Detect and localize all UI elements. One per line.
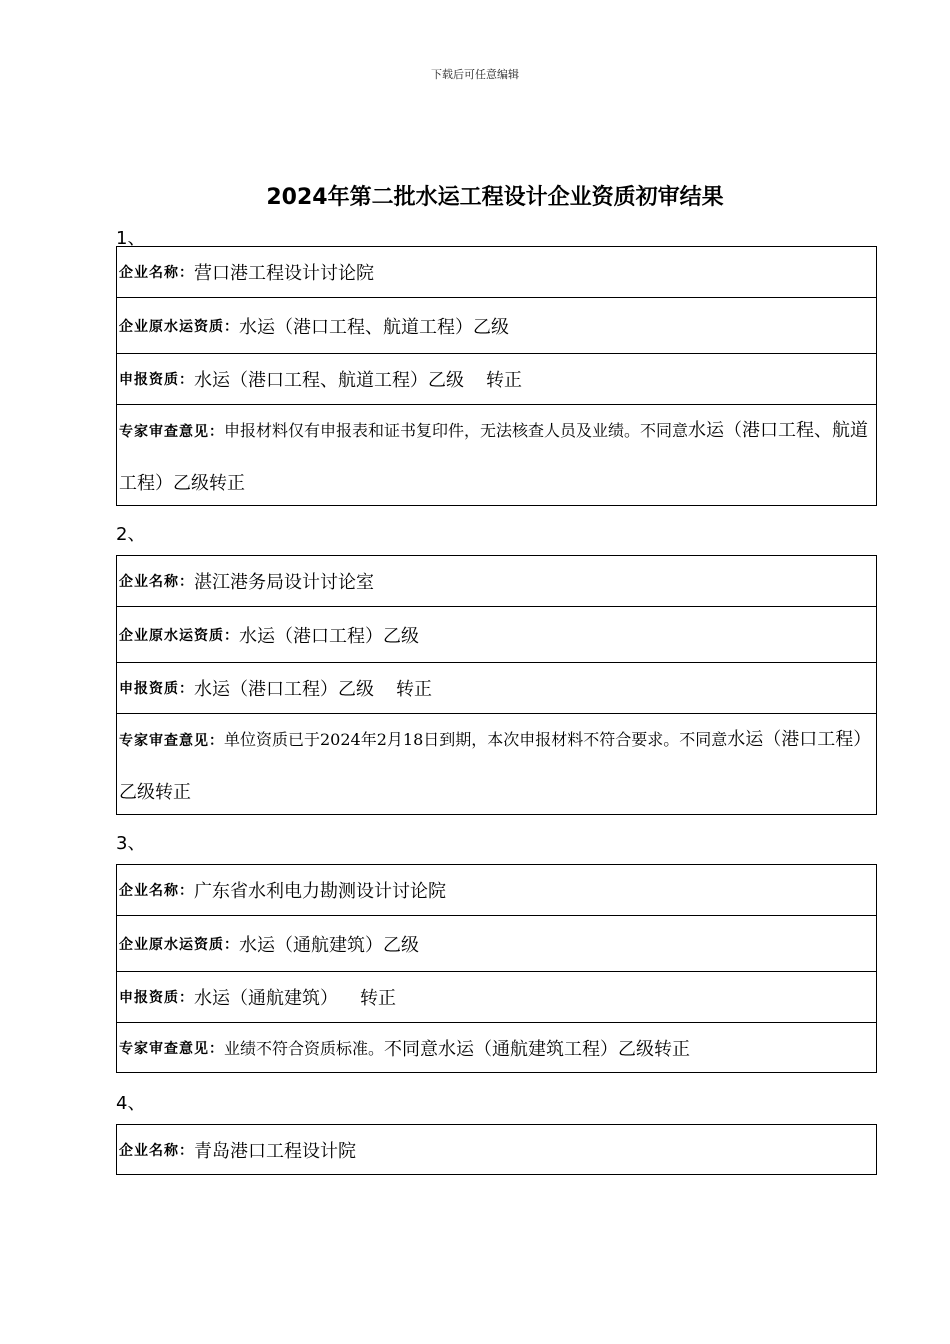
- applied-qualification-value: 水运（港口工程、航道工程）乙级: [194, 370, 464, 391]
- company-row: [117, 556, 876, 607]
- applied-qualification-value: 水运（港口工程）乙级: [194, 679, 374, 700]
- original-qualification-row: [117, 298, 876, 354]
- applied-qualification-row: [117, 354, 876, 405]
- company-name: 青岛港口工程设计院: [194, 1140, 356, 1162]
- entry-number: 4、: [116, 1093, 146, 1114]
- company-row: [117, 1125, 876, 1174]
- entry-table: [116, 864, 877, 1073]
- company-name: 营口港工程设计讨论院: [194, 263, 374, 284]
- applied-qualification-value: 水运（通航建筑）: [194, 988, 338, 1009]
- page-header-note: 下载后可任意编辑: [431, 68, 519, 81]
- applied-qualification-row: [117, 663, 876, 714]
- expert-opinion-verdict: 不同意水运（通航建筑工程）乙级转正: [384, 1038, 691, 1060]
- applied-qualification-note: 转正: [396, 679, 432, 700]
- expert-opinion-row: [117, 405, 876, 505]
- company-row: [117, 865, 876, 916]
- original-qualification-value: 水运（港口工程）乙级: [239, 625, 419, 647]
- original-qualification-label: 企业原水运资质：: [119, 936, 239, 953]
- original-qualification-label: 企业原水运资质：: [119, 318, 239, 335]
- original-qualification-row: [117, 916, 876, 972]
- entry-table: [116, 1124, 877, 1175]
- expert-opinion-verdict: 水运（港口工程）乙级转正: [119, 729, 872, 803]
- entry-number: 3、: [116, 833, 146, 854]
- expert-opinion-row: [117, 1023, 876, 1072]
- document-title: 2024年第二批水运工程设计企业资质初审结果: [266, 185, 724, 210]
- expert-opinion-label: 专家审查意见：: [119, 733, 224, 749]
- entry-table: [116, 246, 877, 506]
- company-label: 企业名称：: [119, 574, 194, 590]
- expert-opinion-label: 专家审查意见：: [119, 1040, 224, 1057]
- original-qualification-value: 水运（通航建筑）乙级: [239, 934, 419, 956]
- original-qualification-label: 企业原水运资质：: [119, 627, 239, 644]
- expert-opinion-text: 申报材料仅有申报表和证书复印件，无法核查人员及业绩。不同意: [224, 421, 689, 440]
- applied-qualification-label: 申报资质：: [119, 681, 194, 697]
- original-qualification-value: 水运（港口工程、航道工程）乙级: [239, 316, 509, 338]
- company-label: 企业名称：: [119, 883, 194, 899]
- company-label: 企业名称：: [119, 265, 194, 281]
- entry-table: [116, 555, 877, 815]
- expert-opinion-label: 专家审查意见：: [119, 424, 224, 440]
- applied-qualification-note: 转正: [486, 370, 522, 391]
- expert-opinion-text: 业绩不符合资质标准。: [224, 1039, 385, 1058]
- expert-opinion-row: [117, 714, 876, 814]
- entry-number: 1、: [116, 228, 146, 249]
- applied-qualification-label: 申报资质：: [119, 372, 194, 388]
- applied-qualification-label: 申报资质：: [119, 990, 194, 1006]
- company-label: 企业名称：: [119, 1142, 194, 1159]
- company-row: [117, 247, 876, 298]
- company-name: 广东省水利电力勘测设计讨论院: [194, 881, 446, 902]
- expert-opinion-text: 单位资质已于2024年2月18日到期，本次申报材料不符合要求。不同意: [224, 730, 728, 749]
- entry-number: 2、: [116, 524, 146, 545]
- applied-qualification-row: [117, 972, 876, 1023]
- expert-opinion-verdict: 水运（港口工程、航道工程）乙级转正: [119, 420, 869, 494]
- original-qualification-row: [117, 607, 876, 663]
- company-name: 湛江港务局设计讨论室: [194, 572, 374, 593]
- applied-qualification-note: 转正: [360, 988, 396, 1009]
